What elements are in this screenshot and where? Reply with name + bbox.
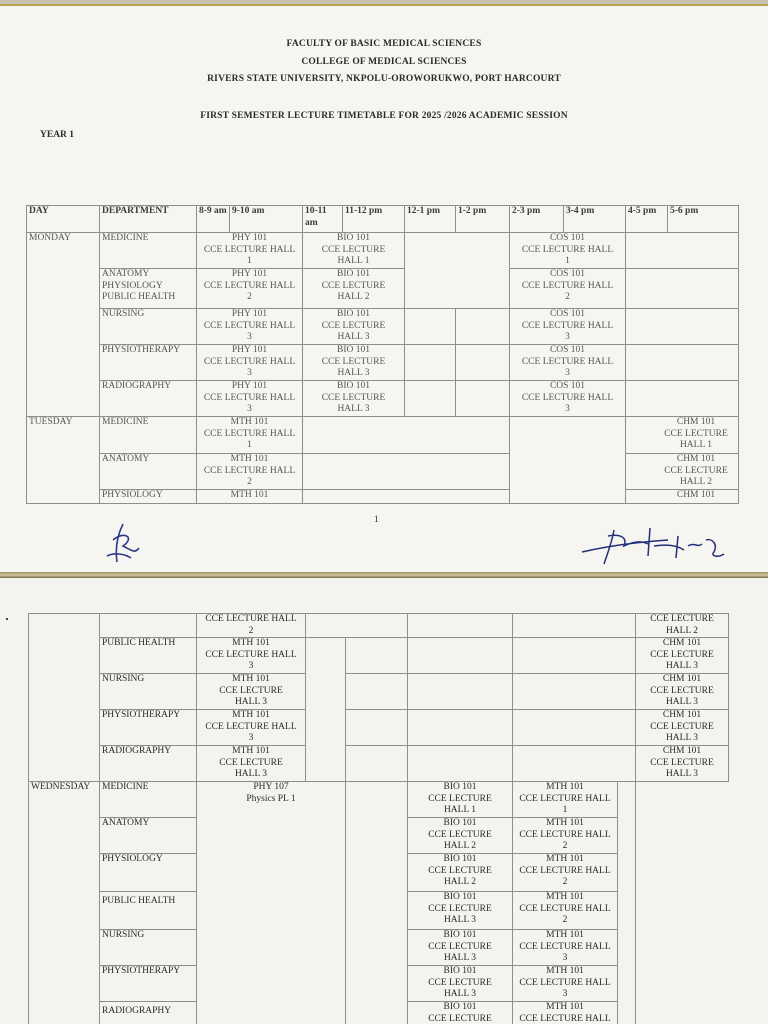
class-cell: MTH 101 CCE LECTURE HALL 2 (513, 854, 618, 892)
class-cell: COS 101 CCE LECTURE HALL 3 (510, 345, 626, 381)
class-cell: CHM 101 CCE LECTURE HALL 3 (636, 638, 729, 674)
col-5-6: 5-6 pm (668, 206, 739, 233)
empty-cell (626, 381, 739, 417)
empty-cell (405, 381, 456, 417)
col-9-10: 9-10 am (230, 206, 303, 233)
table-row (27, 417, 739, 454)
class-cell: BIO 101 CCE LECTURE HALL 3 (303, 345, 405, 381)
timetable-table-page-2 (28, 613, 729, 1024)
class-cell: PHY 101 CCE LECTURE HALL 3 (197, 309, 303, 345)
dept-cell: ANATOMY (100, 818, 197, 854)
empty-cell (513, 710, 636, 746)
college-heading: COLLEGE OF MEDICAL SCIENCES (301, 57, 467, 67)
class-cell: BIO 101 CCE LECTURE HALL 3 (408, 930, 513, 966)
empty-cell (513, 746, 636, 782)
dept-cell: PUBLIC HEALTH (100, 638, 197, 674)
dept-cell: NURSING (100, 309, 197, 345)
table-row (29, 710, 729, 746)
empty-cell (456, 381, 510, 417)
table-row (27, 233, 739, 269)
class-cell: MTH 101 CCE LECTURE HALL 3 (513, 930, 618, 966)
col-11-12: 11-12 pm (343, 206, 405, 233)
class-cell: BIO 101 CCE LECTURE HALL 2 (408, 818, 513, 854)
empty-cell (626, 309, 739, 345)
class-cell: CHM 101 (626, 490, 739, 504)
empty-cell (408, 614, 513, 638)
class-cell: COS 101 CCE LECTURE HALL 3 (510, 309, 626, 345)
class-cell: MTH 101 CCE LECTURE HALL 3 (197, 746, 306, 782)
dept-cell: PHYSIOTHERAPY (100, 710, 197, 746)
empty-cell (346, 674, 408, 710)
class-cell: CHM 101 CCE LECTURE HALL 3 (636, 710, 729, 746)
dept-cell: MEDICINE (100, 233, 197, 269)
class-cell: MTH 101 CCE LECTURE HALL 1 (197, 417, 303, 454)
year-label: YEAR 1 (40, 130, 75, 140)
dept-cell: MEDICINE (100, 782, 197, 818)
class-cell: BIO 101 CCE LECTURE HALL 3 (303, 309, 405, 345)
dept-cell: NURSING (100, 930, 197, 966)
empty-cell (513, 674, 636, 710)
dept-cell: PHYSIOTHERAPY (100, 966, 197, 1002)
class-cell: PHY 101 CCE LECTURE HALL 3 (197, 345, 303, 381)
table-row (29, 614, 729, 638)
table-row (27, 269, 739, 309)
empty-cell (626, 233, 739, 269)
class-cell: COS 101 CCE LECTURE HALL 3 (510, 381, 626, 417)
class-cell: MTH 101 (197, 490, 303, 504)
class-cell: PHY 101 CCE LECTURE HALL 1 (197, 233, 303, 269)
col-3-4: 3-4 pm (564, 206, 626, 233)
dept-cell: PHYSIOLOGY (100, 490, 197, 504)
class-cell: CCE LECTURE HALL 2 (636, 614, 729, 638)
table-row (27, 345, 739, 381)
class-cell: MTH 101 CCE LECTURE HALL 2 (513, 818, 618, 854)
table-row (29, 782, 729, 818)
dept-cell: ANATOMY (100, 454, 197, 490)
col-1-2: 1-2 pm (456, 206, 510, 233)
class-cell: MTH 101 CCE LECTURE HALL 3 (197, 638, 306, 674)
empty-cell (306, 614, 408, 638)
header-row (27, 206, 739, 233)
empty-cell (513, 638, 636, 674)
class-cell: COS 101 CCE LECTURE HALL 1 (510, 233, 626, 269)
class-cell: CHM 101 CCE LECTURE HALL 1 (626, 417, 739, 454)
col-department: DEPARTMENT (100, 206, 197, 233)
class-cell: COS 101 CCE LECTURE HALL 2 (510, 269, 626, 309)
university-heading: RIVERS STATE UNIVERSITY, NKPOLU-OROWORUKWO, PORT HARCOURT (207, 74, 561, 84)
empty-cell (346, 782, 408, 1024)
empty-cell (408, 746, 513, 782)
dept-cell: PUBLIC HEALTH (100, 892, 197, 930)
class-cell: CCE LECTURE HALL 2 (197, 614, 306, 638)
col-day: DAY (27, 206, 100, 233)
class-cell: MTH 101 CCE LECTURE HALL 3 (197, 674, 306, 710)
empty-cell (346, 638, 408, 674)
empty-cell (510, 417, 626, 504)
day-continued (29, 614, 100, 782)
empty-cell (626, 269, 739, 309)
dept-cell: RADIOGRAPHY (100, 746, 197, 782)
empty-cell (456, 345, 510, 381)
class-cell: CHM 101 CCE LECTURE HALL 3 (636, 674, 729, 710)
class-cell: BIO 101 CCE LECTURE HALL 3 (303, 381, 405, 417)
empty-cell (408, 638, 513, 674)
class-cell: MTH 101 CCE LECTURE HALL 1 (513, 782, 618, 818)
table-row (27, 309, 739, 345)
class-cell: BIO 101 CCE LECTURE HALL 3 (408, 892, 513, 930)
timetable-page-1 (0, 4, 768, 574)
class-cell: MTH 101 CCE LECTURE HALL 2 (513, 892, 618, 930)
col-8-9: 8-9 am (197, 206, 230, 233)
signature-left (95, 518, 155, 568)
table-row (29, 638, 729, 674)
empty-cell (405, 345, 456, 381)
empty-cell (346, 710, 408, 746)
class-cell: BIO 101 CCE LECTURE HALL 2 (303, 269, 405, 309)
faculty-heading: FACULTY OF BASIC MEDICAL SCIENCES (286, 39, 482, 49)
class-cell: BIO 101 CCE LECTURE HALL 2 (408, 854, 513, 892)
table-row (27, 454, 739, 490)
class-cell: MTH 101 CCE LECTURE HALL (513, 1002, 618, 1024)
empty-cell (303, 454, 510, 490)
dept-cell: ANATOMY PHYSIOLOGY PUBLIC HEALTH (100, 269, 197, 309)
empty-cell (456, 309, 510, 345)
empty-cell (303, 417, 510, 454)
timetable-title: FIRST SEMESTER LECTURE TIMETABLE FOR 2025 /2026 ACADEMIC SESSION (200, 111, 568, 121)
dept-cell: NURSING (100, 674, 197, 710)
class-cell: BIO 101 CCE LECTURE HALL 1 (408, 782, 513, 818)
dept-cell: PHYSIOTHERAPY (100, 345, 197, 381)
table-row (29, 746, 729, 782)
empty-cell (636, 782, 729, 1024)
col-10-11: 10-11 am (303, 206, 343, 233)
signature-right (578, 516, 728, 568)
timetable-table-page-1 (26, 205, 739, 504)
class-cell: MTH 101 CCE LECTURE HALL 3 (197, 710, 306, 746)
class-cell: MTH 101 CCE LECTURE HALL 2 (197, 454, 303, 490)
class-cell: PHY 101 CCE LECTURE HALL 2 (197, 269, 303, 309)
table-row (27, 490, 739, 504)
class-cell: PHY 107 Physics PL 1 (197, 782, 346, 1024)
dept-cell: RADIOGRAPHY (100, 381, 197, 417)
empty-cell (306, 638, 346, 782)
empty-cell (513, 614, 636, 638)
timetable-page-2 (0, 578, 768, 1024)
class-cell: BIO 101 CCE LECTURE (408, 1002, 513, 1024)
empty-cell (618, 782, 636, 1024)
class-cell: CHM 101 CCE LECTURE HALL 3 (636, 746, 729, 782)
class-cell: PHY 101 CCE LECTURE HALL 3 (197, 381, 303, 417)
dept-cell: PHYSIOLOGY (100, 854, 197, 892)
class-cell: CHM 101 CCE LECTURE HALL 2 (626, 454, 739, 490)
empty-cell (626, 345, 739, 381)
day-tuesday: TUESDAY (27, 417, 100, 504)
speck (6, 618, 8, 620)
col-2-3: 2-3 pm (510, 206, 564, 233)
table-row (27, 381, 739, 417)
dept-cell: MEDICINE (100, 417, 197, 454)
empty-cell (408, 710, 513, 746)
dept-cell: RADIOGRAPHY (100, 1002, 197, 1024)
empty-cell (405, 309, 456, 345)
empty-cell (405, 233, 510, 309)
day-monday: MONDAY (27, 233, 100, 417)
table-row (29, 674, 729, 710)
col-4-5: 4-5 pm (626, 206, 668, 233)
class-cell: BIO 101 CCE LECTURE HALL 3 (408, 966, 513, 1002)
day-wednesday: WEDNESDAY (29, 782, 100, 1024)
class-cell: MTH 101 CCE LECTURE HALL 3 (513, 966, 618, 1002)
dept-cell (100, 614, 197, 638)
col-12-1: 12-1 pm (405, 206, 456, 233)
empty-cell (408, 674, 513, 710)
class-cell: BIO 101 CCE LECTURE HALL 1 (303, 233, 405, 269)
page-number: 1 (374, 514, 379, 524)
empty-cell (346, 746, 408, 782)
empty-cell (303, 490, 510, 504)
